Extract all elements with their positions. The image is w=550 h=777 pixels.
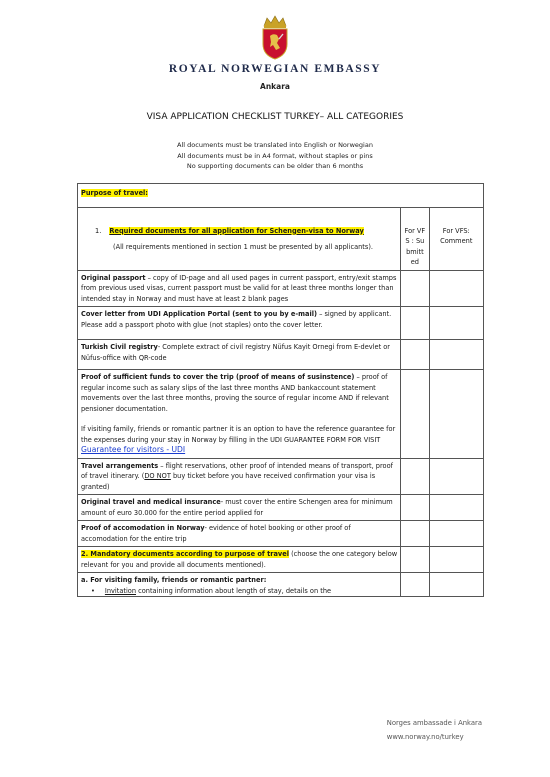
- item-insurance-text: - must cover the entire Schengen area for minimum amount of euro 30.000 for the entire period applied for: [81, 498, 393, 517]
- item-travel-emphasis: DO NOT: [144, 472, 171, 480]
- norwegian-coat-of-arms-icon: [259, 14, 291, 60]
- item-passport-comment-cell[interactable]: [429, 270, 483, 307]
- embassy-name: ROYAL NORWEGIAN EMBASSY: [168, 63, 382, 75]
- item-insurance-row: [78, 495, 484, 521]
- footer-website: www.norway.no/turkey: [386, 733, 464, 741]
- page-footer: [387, 716, 482, 744]
- item-funds-guarantee-text: If visiting family, friends or romantic partner it is an option to have the reference guarantee for the expenses during your stay in Norway by filling in the UDI GUARANTEE FORM FOR VISIT: [81, 425, 396, 444]
- item-civil-registry-row: [78, 340, 484, 370]
- item-civil-registry-submitted-cell[interactable]: [401, 340, 429, 370]
- item-cover-letter-comment-cell[interactable]: [429, 307, 483, 340]
- embassy-city: Ankara: [260, 82, 290, 91]
- purpose-label: Purpose of travel:: [81, 189, 148, 197]
- item-cover-letter-submitted-cell[interactable]: [401, 307, 429, 340]
- purpose-row: [78, 184, 484, 208]
- section2-comment-cell[interactable]: [429, 547, 483, 573]
- invitation-bullet: [81, 586, 397, 597]
- section2a-heading: a. For visiting family, friends or romantic partner:: [81, 576, 267, 584]
- item-funds-comment-cell[interactable]: [429, 370, 483, 459]
- section2a-row: [78, 573, 484, 597]
- section1-heading: Required documents for all application for Schengen-visa to Norway: [109, 226, 364, 235]
- item-accommodation-title: Proof of accomodation in Norway: [81, 524, 205, 532]
- item-travel-submitted-cell[interactable]: [401, 458, 429, 495]
- section2-text: (choose the one category below relevant for you and provide all documents mentioned).: [81, 550, 398, 569]
- section2-row: [78, 547, 484, 573]
- item-funds-row: [78, 370, 484, 459]
- item-cover-letter-row: [78, 307, 484, 340]
- item-funds-title: Proof of sufficient funds to cover the trip (proof of means of susinstence): [81, 373, 355, 381]
- document-notes: [0, 140, 550, 172]
- item-insurance-title: Original travel and medical insurance: [81, 498, 221, 506]
- section1-subtext: (All requirements mentioned in section 1 must be presented by all applicants).: [113, 243, 373, 251]
- section2a-submitted-cell[interactable]: [401, 573, 429, 597]
- item-insurance-submitted-cell[interactable]: [401, 495, 429, 521]
- section2a-comment-cell[interactable]: [429, 573, 483, 597]
- footer-embassy-name: Norges ambassade i Ankara: [386, 719, 482, 727]
- item-passport-text: – copy of ID-page and all used pages in current passport, entry/exit stamps from previous used visas, current passport must be valid for at least three months longer than intended stay in Norway and must have at least 2 blank pages: [81, 273, 397, 303]
- item-funds-submitted-cell[interactable]: [401, 370, 429, 459]
- invitation-text: containing information about length of stay, details on the: [136, 586, 332, 595]
- item-travel-text: – flight reservations, other proof of intended means of transport, proof of travel itinerary. (: [81, 461, 393, 480]
- item-accommodation-row: [78, 521, 484, 547]
- item-cover-letter-title: Cover letter from UDI Application Portal (sent to you by e-mail): [81, 310, 317, 318]
- item-accommodation-comment-cell[interactable]: [429, 521, 483, 547]
- note-translation: All documents must be translated into English or Norwegian: [177, 141, 373, 149]
- item-funds-text: – proof of regular income such as salary slips of the last three months AND bankaccount statement movements over the last three months, proving the source of regular income AND if relevant pensioner documentation.: [81, 373, 389, 413]
- col-comment-header: For VFS: Comment: [429, 207, 483, 270]
- item-civil-registry-text: - Complete extract of civil registry Nüfus Kayit Ornegi from E-devlet or Nüfus-office with QR-code: [81, 343, 390, 362]
- section2-heading: 2. Mandatory documents according to purpose of travel: [81, 550, 289, 558]
- item-passport-row: [78, 270, 484, 307]
- note-age: No supporting documents can be older than 6 months: [186, 162, 364, 170]
- item-passport-submitted-cell[interactable]: [401, 270, 429, 307]
- item-accommodation-submitted-cell[interactable]: [401, 521, 429, 547]
- item-accommodation-text: - evidence of hotel booking or other proof of accomodation for the entire trip: [81, 524, 351, 543]
- item-passport-title: Original passport: [81, 273, 146, 282]
- col-submitted-header: For VFS : Submitted: [401, 207, 429, 270]
- section1-number: 1.: [95, 226, 102, 235]
- note-format: All documents must be in A4 format, without staples or pins: [177, 151, 373, 160]
- item-travel-title: Travel arrangements: [81, 461, 159, 470]
- item-travel-comment-cell[interactable]: [429, 458, 483, 495]
- invitation-title: Invitation: [104, 586, 137, 595]
- checklist-table: [77, 183, 484, 597]
- item-cover-letter-text: – signed by applicant. Please add a passport photo with glue (not staples) onto the cover letter.: [81, 310, 392, 329]
- item-civil-registry-title: Turkish Civil registry: [81, 343, 158, 351]
- item-civil-registry-comment-cell[interactable]: [429, 340, 483, 370]
- item-insurance-comment-cell[interactable]: [429, 495, 483, 521]
- section1-header-row: [78, 207, 484, 270]
- item-travel-text-end: buy ticket before you have received confirmation your visa is granted): [81, 472, 376, 491]
- guarantee-for-visitors-link[interactable]: Guarantee for visitors - UDI: [81, 445, 186, 454]
- document-title: VISA APPLICATION CHECKLIST TURKEY– ALL CATEGORIES: [146, 112, 404, 122]
- item-travel-row: [78, 458, 484, 495]
- section2-submitted-cell[interactable]: [401, 547, 429, 573]
